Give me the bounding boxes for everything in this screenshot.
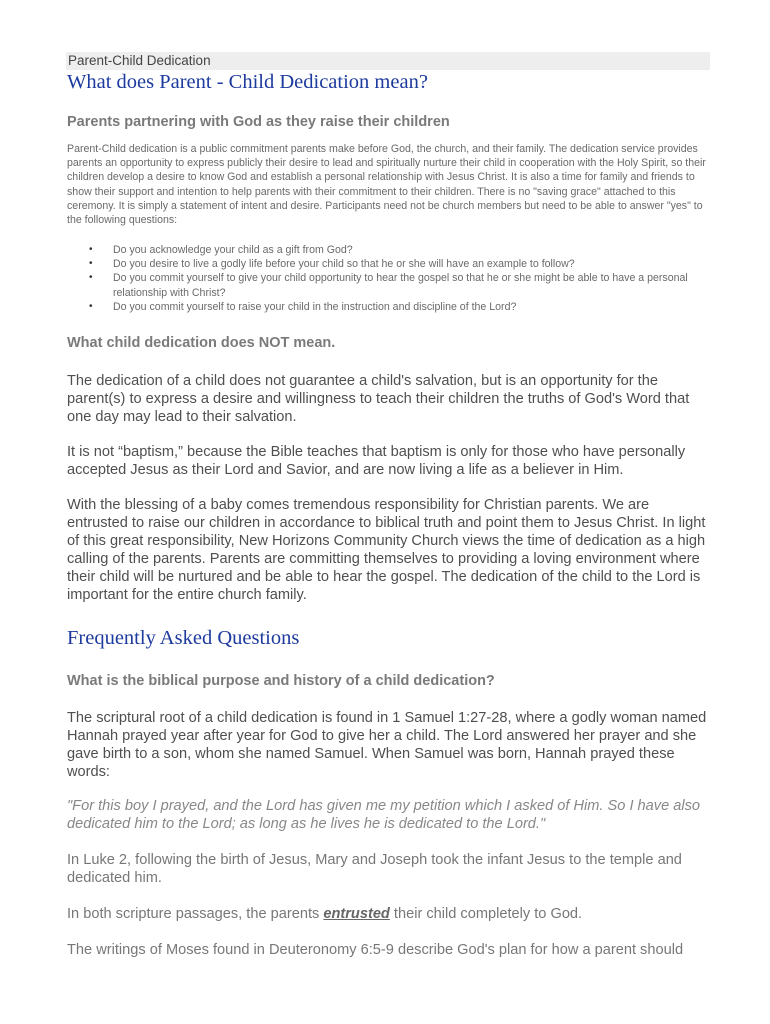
bullet-icon: • <box>89 300 93 312</box>
entrusted-emphasis: entrusted <box>323 906 390 922</box>
bullet-icon: • <box>89 244 93 255</box>
faq-question-1: What is the biblical purpose and history of a child dedication? <box>67 673 495 689</box>
list-item <box>67 271 707 299</box>
moses-paragraph: The writings of Moses found in Deuteronomy 6:5-9 describe God's plan for how a parent should <box>67 942 684 958</box>
bullet-icon: • <box>89 258 93 270</box>
list-item <box>67 300 707 314</box>
question-text: Do you desire to live a godly life before your child so that he or she will have an example to follow? <box>113 258 575 271</box>
luke-paragraph: In Luke 2, following the birth of Jesus, Mary and Joseph took the infant Jesus to the temple and dedicated him. <box>67 852 682 886</box>
not-mean-paragraph-3: With the blessing of a baby comes tremendous responsibility for Christian parents. We are entrusted to raise our children in accordance to biblical truth and point them to Jesus Christ. In light of this great responsibility, New Horizons Community Church views the time of dedication as a high calling of the parents. Parents are committing themselves to providing a loving environment where their child will be nurtured and be able to hear the gospel. The dedication of the child to the Lord is important for the entire church family. <box>67 497 706 603</box>
question-text: Do you acknowledge your child as a gift from God? <box>113 244 353 256</box>
entrusted-paragraph <box>67 905 712 923</box>
not-mean-paragraph-2: It is not “baptism,” because the Bible teaches that baptism is only for those who have personally accepted Jesus as their Lord and Savior, and are now living a life as a believer in Him. <box>67 444 686 478</box>
list-item <box>67 243 707 257</box>
scripture-quote: "For this boy I prayed, and the Lord has given me my petition which I asked of Him. So I have also dedicated him to the Lord; as long as he lives he is dedicated to the Lord." <box>67 798 701 832</box>
questions-list <box>67 243 707 314</box>
question-text: Do you commit yourself to raise your child in the instruction and discipline of the Lord? <box>113 300 517 313</box>
faq-answer-1: The scriptural root of a child dedication is found in 1 Samuel 1:27-28, where a godly woman named Hannah prayed year after year for God to give her a child. The Lord answered her prayer and she gave birth to a son, whom she named Samuel. When Samuel was born, Hannah prayed these words: <box>67 710 707 780</box>
intro-paragraph: Parent-Child dedication is a public commitment parents make before God, the church, and their family. The dedication service provides parents an opportunity to express publicly their desire to lead and spiritually nurture their child in cooperation with the Holy Spirit, so their children develop a desire to know God and establish a personal relationship with Jesus Christ. It is also a time for family and friends to show their support and intention to help parents with their commitment to their children. There is no "saving grace" attached to this ceremony. It is simply a statement of intent and desire. Participants need not be church members but need to be able to answer "yes" to the following questions: <box>67 143 706 227</box>
faq-title: Frequently Asked Questions <box>67 627 300 649</box>
question-text: Do you commit yourself to give your child opportunity to hear the gospel so that he or she might be able to have a personal relationship with Christ? <box>113 272 688 299</box>
entrusted-before: In both scripture passages, the parents <box>67 906 324 922</box>
list-item <box>67 257 707 271</box>
subheading-partnering: Parents partnering with God as they raise their children <box>67 114 450 130</box>
section-header: Parent-Child Dedication <box>66 52 710 70</box>
not-mean-paragraph-1: The dedication of a child does not guarantee a child's salvation, but is an opportunity for the parent(s) to express a desire and willingness to teach their children the truths of God's Word that one day may lead to their salvation. <box>67 373 690 425</box>
entrusted-after: their child completely to God. <box>389 906 583 922</box>
subheading-not-mean: What child dedication does NOT mean. <box>67 335 336 351</box>
page-title: What does Parent - Child Dedication mean? <box>67 71 428 93</box>
bullet-icon: • <box>89 272 93 284</box>
